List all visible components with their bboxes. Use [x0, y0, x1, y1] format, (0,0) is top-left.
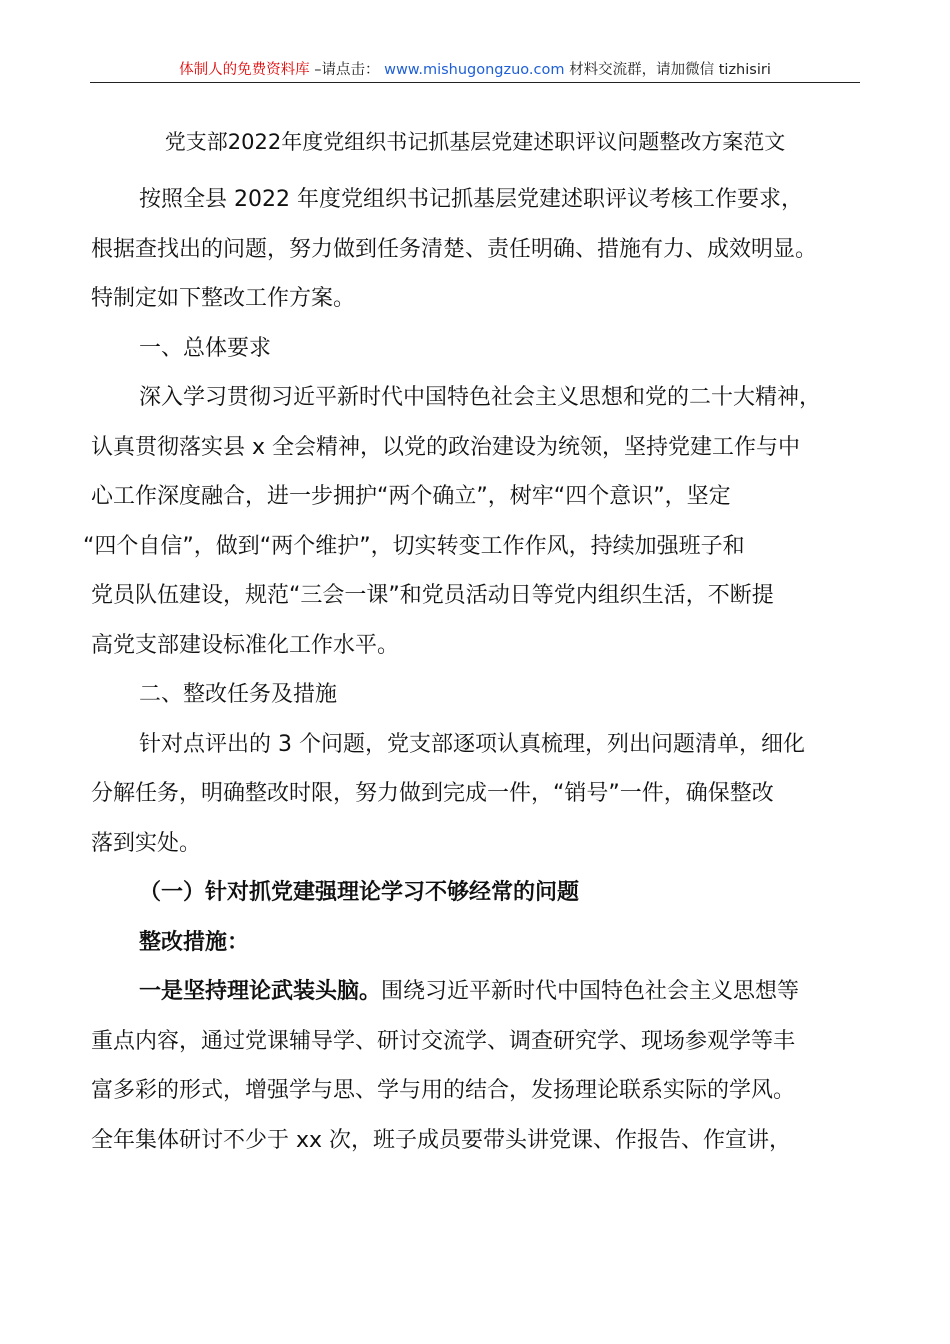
- measures-label: 整改措施：: [139, 929, 250, 955]
- header-url-link[interactable]: www.mishugongzuo.com: [384, 62, 565, 78]
- paragraph-line: 党员队伍建设，规范“三会一课”和党员活动日等党内组织生活，不断提: [91, 583, 774, 608]
- paragraph-line: 针对点评出的 3 个问题，党支部逐项认真梳理，列出问题清单，细化: [139, 731, 805, 757]
- section-heading-general-requirements: 一、总体要求: [139, 335, 272, 361]
- paragraph-line: 重点内容，通过党课辅导学、研讨交流学、调查研究学、现场参观学等丰: [91, 1028, 796, 1054]
- paragraph-line: 高党支部建设标准化工作水平。: [91, 632, 400, 658]
- paragraph-line: 落到实处。: [91, 830, 202, 856]
- subsection-heading-theory-study: （一）针对抓党建强理论学习不够经常的问题: [139, 880, 580, 905]
- section-heading-tasks-measures: 二、整改任务及措施: [139, 682, 338, 707]
- page-header: [90, 58, 860, 83]
- paragraph-line: 富多彩的形式，增强学与思、学与用的结合，发扬理论联系实际的学风。: [91, 1078, 796, 1103]
- measure-one-lead: 一是坚持理论武装头脑。: [139, 979, 382, 1004]
- paragraph-line: [91, 967, 861, 1017]
- paragraph-line: 心工作深度融合，进一步拥护“两个确立”，树牢“四个意识”，坚定: [91, 484, 731, 509]
- document-title: 党支部2022年度党组织书记抓基层党建述职评议问题整改方案范文: [164, 130, 786, 154]
- paragraph-line: 按照全县 2022 年度党组织书记抓基层党建述职评议考核工作要求，: [139, 187, 803, 212]
- paragraph-line: 特制定如下整改工作方案。: [91, 286, 356, 311]
- paragraph-line: 全年集体研讨不少于 xx 次，班子成员要带头讲党课、作报告、作宣讲，: [91, 1127, 792, 1153]
- measure-one-paragraph: [91, 967, 861, 1165]
- paragraph-line: 分解任务，明确整改时限，努力做到完成一件，“销号”一件，确保整改: [91, 781, 774, 806]
- document-body: [83, 175, 861, 1165]
- paragraph-line: “四个自信”，做到“两个维护”，切实转变工作作风，持续加强班子和: [83, 533, 745, 559]
- measure-one-text: 围绕习近平新时代中国特色社会主义思想等: [381, 979, 800, 1004]
- intro-paragraph: [91, 175, 861, 324]
- general-requirements-paragraph: [83, 373, 861, 670]
- paragraph-line: 认真贯彻落实县 x 全会精神，以党的政治建设为统领，坚持党建工作与中: [91, 434, 801, 460]
- header-wechat-note: 材料交流群，请加微信 tizhisiri: [569, 62, 771, 78]
- header-library-name: 体制人的免费资料库: [179, 62, 310, 78]
- header-click-prompt: –请点击：: [314, 62, 380, 78]
- paragraph-line: 根据查找出的问题，努力做到任务清楚、责任明确、措施有力、成效明显。: [91, 236, 818, 262]
- paragraph-line: 深入学习贯彻习近平新时代中国特色社会主义思想和党的二十大精神，: [139, 385, 822, 410]
- tasks-measures-paragraph: [91, 720, 861, 869]
